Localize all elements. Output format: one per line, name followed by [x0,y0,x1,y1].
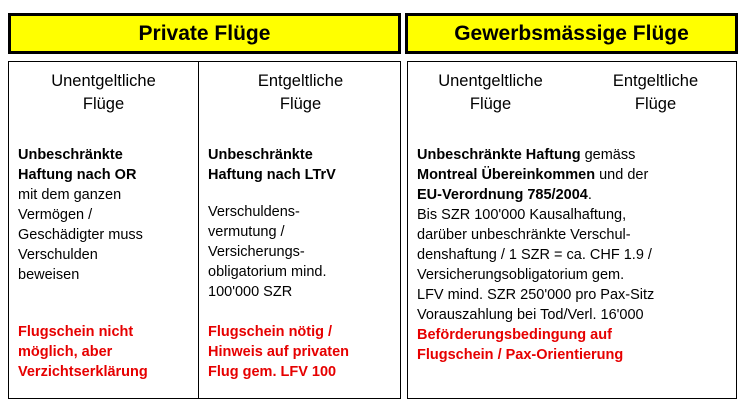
header-private-flights [8,13,401,54]
commercial-unpaid-title: Unentgeltliche Flüge [438,72,543,113]
header-commercial-flights [405,13,738,54]
commercial-line-3: EU-Verordnung 785/2004. [417,187,592,203]
private-paid-liability: Unbeschränkte Haftung nach LTrV [208,147,336,183]
private-unpaid-liability: Unbeschränkte Haftung nach OR mit dem ganzen Vermögen / Geschädigter muss Verschulden beweisen [18,147,143,283]
header-private-label: Private Flüge [138,21,271,45]
commercial-line-1: Unbeschränkte Haftung gemäss [417,147,636,163]
commercial-flights-panel [407,61,737,399]
private-paid-details: Verschuldens- vermutung / Versicherungs- obligatorium mind. 100'000 SZR [208,204,327,300]
header-commercial-label: Gewerbsmässige Flüge [454,21,689,45]
private-paid-title: Entgeltliche Flüge [257,72,344,113]
private-paid-ticket-note: Flugschein nötig / Hinweis auf privaten Flug gem. LFV 100 [208,324,350,380]
private-unpaid-ticket-note: Flugschein nicht möglich, aber Verzichtserklärung [18,324,148,380]
commercial-paid-title: Entgeltliche Flüge [612,72,699,113]
private-flights-panel [8,61,401,399]
commercial-liability: Unbeschränkte Haftung gemäss Montreal Übereinkommen und der EU-Verordnung 785/2004. Bis SZR 100'000 Kausalhaftung, darüber unbeschränkte Verschul- denshaftung / 1 SZR = ca. CHF 1.9 / Versicherungsobligatorium gem. LFV mind. SZR 250'000 pro Pax-Sitz Vorauszahlung bei Tod/Verl. 16'000 Beförderungsbedingung auf Flugschein / Pax-Orientierung [417,147,655,363]
commercial-line-2: Montreal Übereinkommen und der [417,167,649,183]
private-unpaid-title: Unentgeltliche Flüge [51,72,156,113]
